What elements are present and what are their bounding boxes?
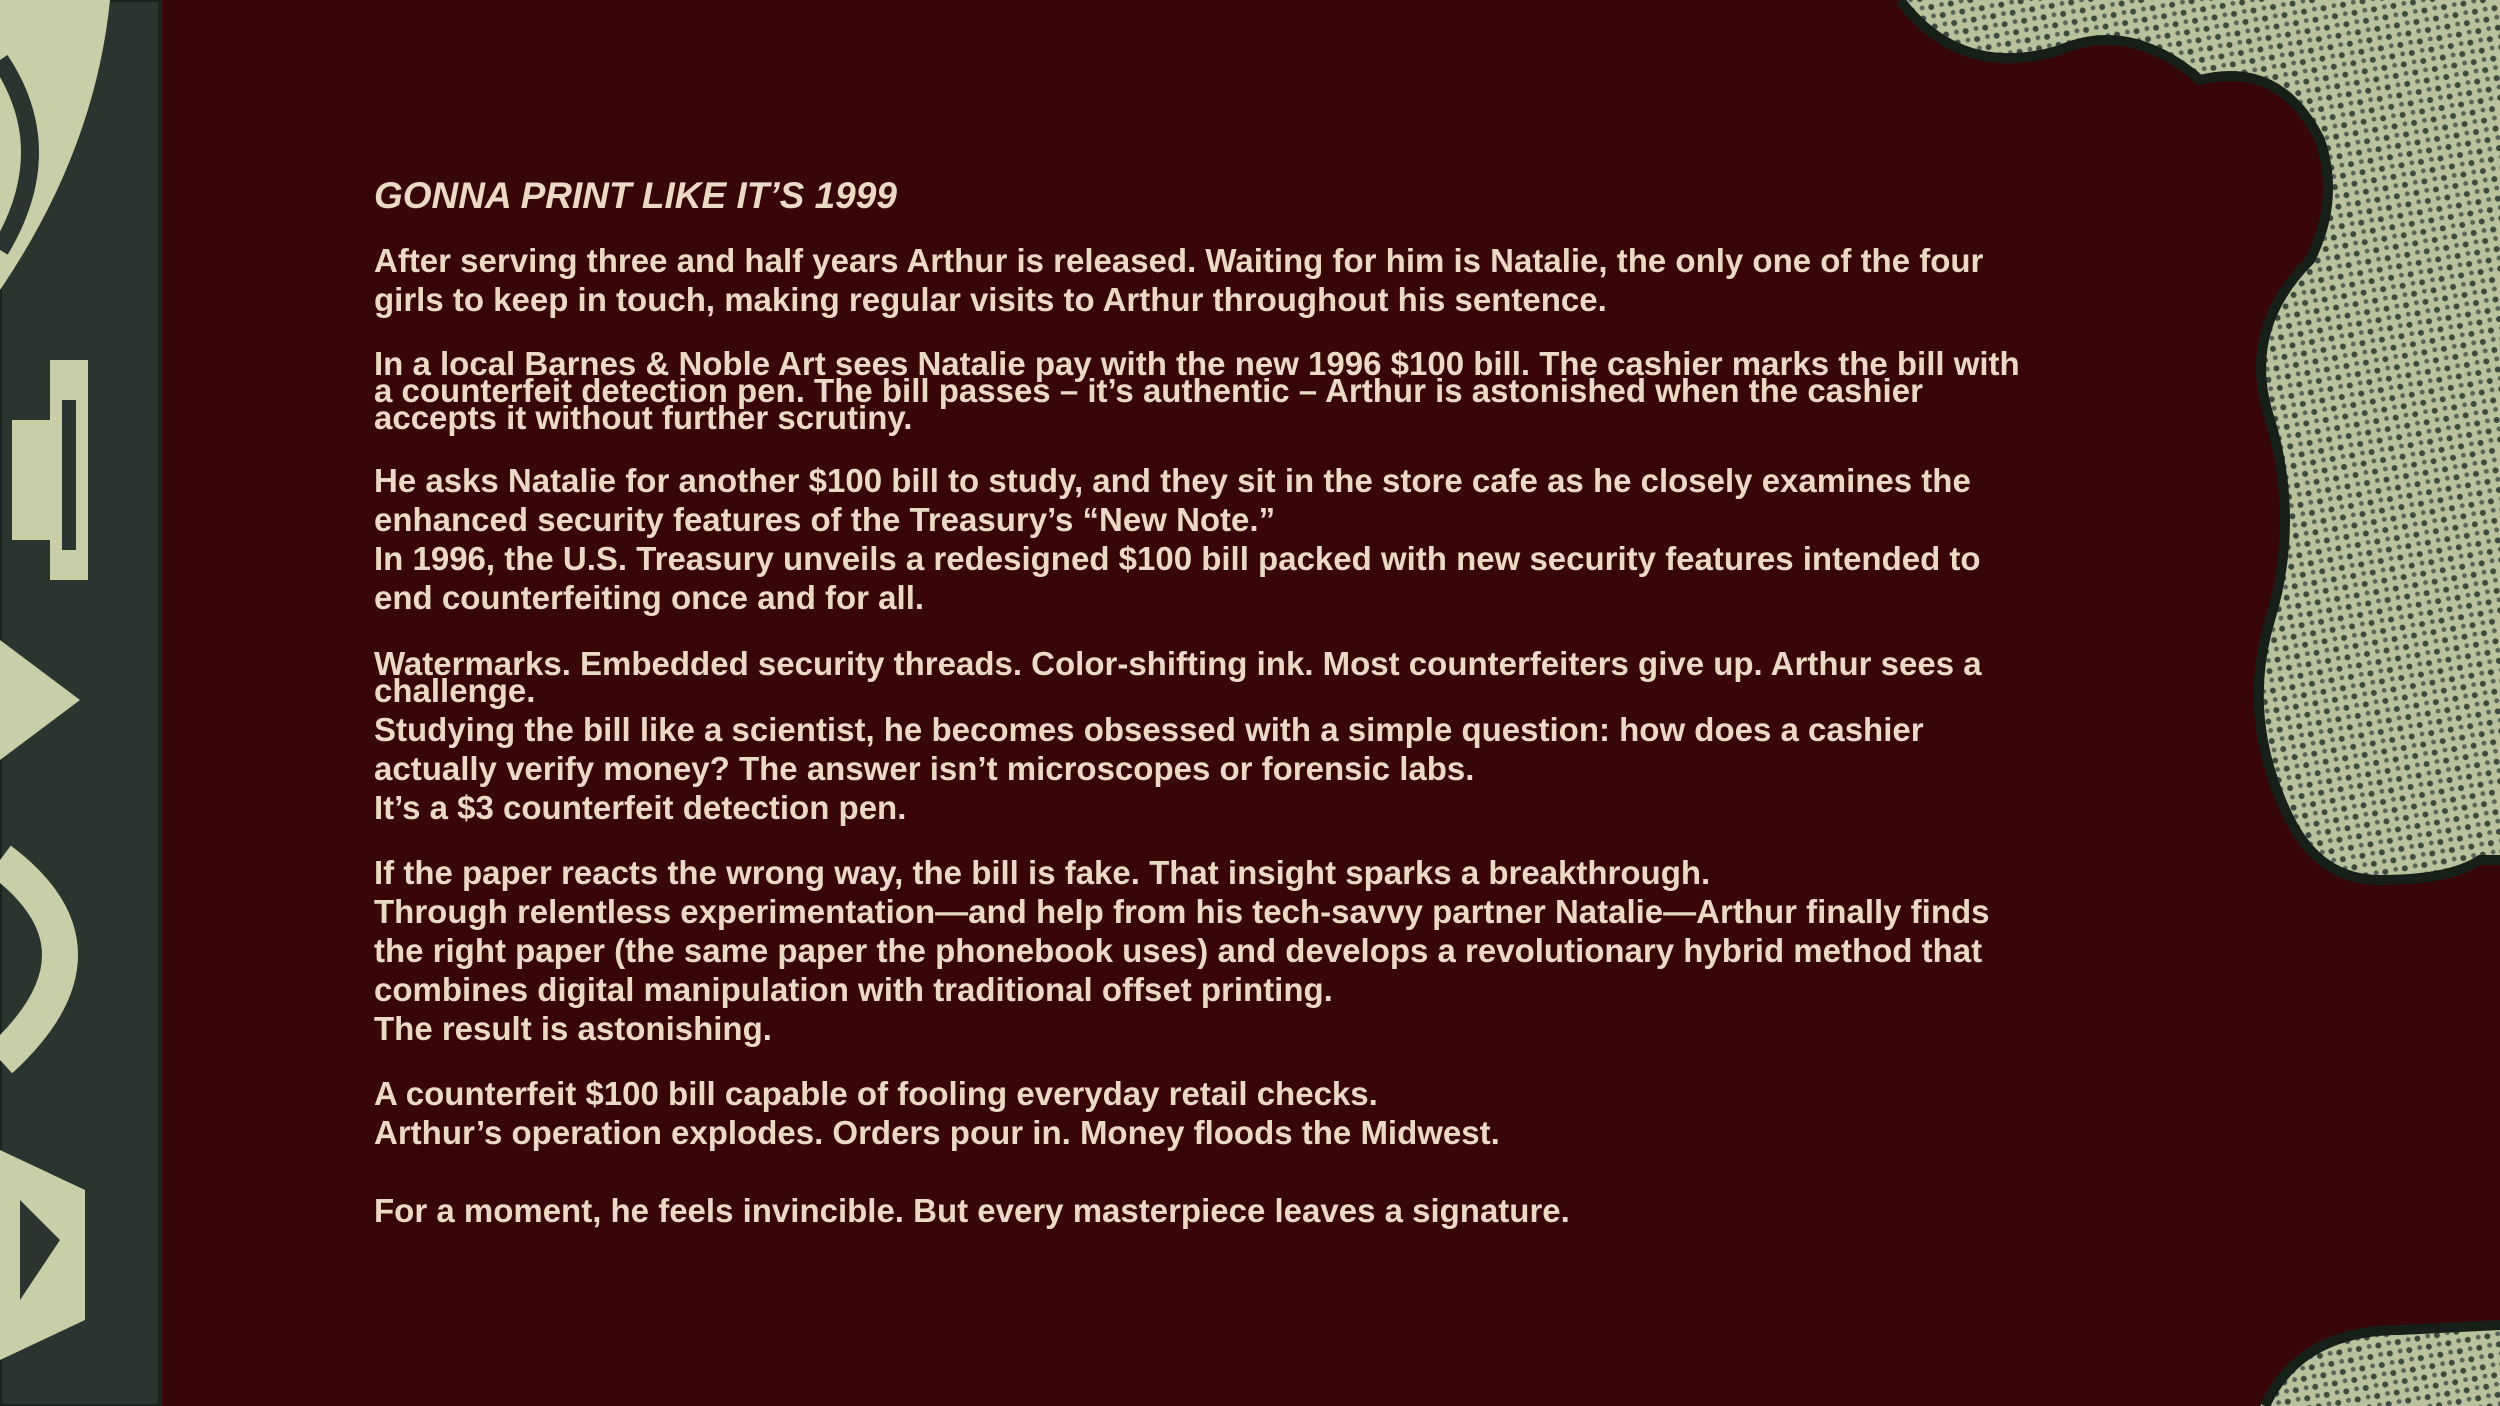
paragraph-line: Watermarks. Embedded security threads. Color-shifting ink. Most counterfeiters give up. Arthur sees a — [374, 645, 1982, 682]
paragraph-line: Studying the bill like a scientist, he becomes obsessed with a simple question: how does a cashier — [374, 711, 1924, 748]
paragraph-line: end counterfeiting once and for all. — [374, 579, 925, 616]
paragraph-line: The result is astonishing. — [374, 1010, 772, 1047]
paragraph-line: challenge. — [374, 672, 536, 709]
paragraph-line: For a moment, he feels invincible. But every masterpiece leaves a signature. — [374, 1192, 1570, 1229]
paragraph-line: girls to keep in touch, making regular visits to Arthur throughout his sentence. — [374, 281, 1607, 318]
paragraph-line: A counterfeit $100 bill capable of fooling everyday retail checks. — [374, 1075, 1378, 1112]
paragraph-line: combines digital manipulation with traditional offset printing. — [374, 971, 1333, 1008]
paragraph-line: enhanced security features of the Treasury’s “New Note.” — [374, 501, 1276, 538]
paragraph-line: actually verify money? The answer isn’t microscopes or forensic labs. — [374, 750, 1475, 787]
paragraph-line: Arthur’s operation explodes. Orders pour in. Money floods the Midwest. — [374, 1114, 1500, 1151]
paragraph-line: the right paper (the same paper the phonebook uses) and develops a revolutionary hybrid method that — [374, 932, 1983, 969]
paragraph-line: accepts it without further scrutiny. — [374, 399, 913, 436]
slide-title: GONNA PRINT LIKE IT’S 1999 — [374, 175, 897, 216]
paragraph-line: a counterfeit detection pen. The bill passes – it’s authentic – Arthur is astonished when the cashier — [374, 372, 1923, 409]
paragraph-line: It’s a $3 counterfeit detection pen. — [374, 789, 907, 826]
paragraph-line: Through relentless experimentation—and help from his tech-savvy partner Natalie—Arthur finally finds — [374, 893, 1990, 930]
paragraph-line: If the paper reacts the wrong way, the bill is fake. That insight sparks a breakthrough. — [374, 854, 1711, 891]
paragraph-line: After serving three and half years Arthur is released. Waiting for him is Natalie, the only one of the four — [374, 242, 1984, 279]
paragraph-line: In 1996, the U.S. Treasury unveils a redesigned $100 bill packed with new security features intended to — [374, 540, 1981, 577]
paragraph-line: In a local Barnes & Noble Art sees Natalie pay with the new 1996 $100 bill. The cashier marks the bill with — [374, 345, 2020, 382]
paragraph-line: He asks Natalie for another $100 bill to study, and they sit in the store cafe as he closely examines the — [374, 462, 1971, 499]
